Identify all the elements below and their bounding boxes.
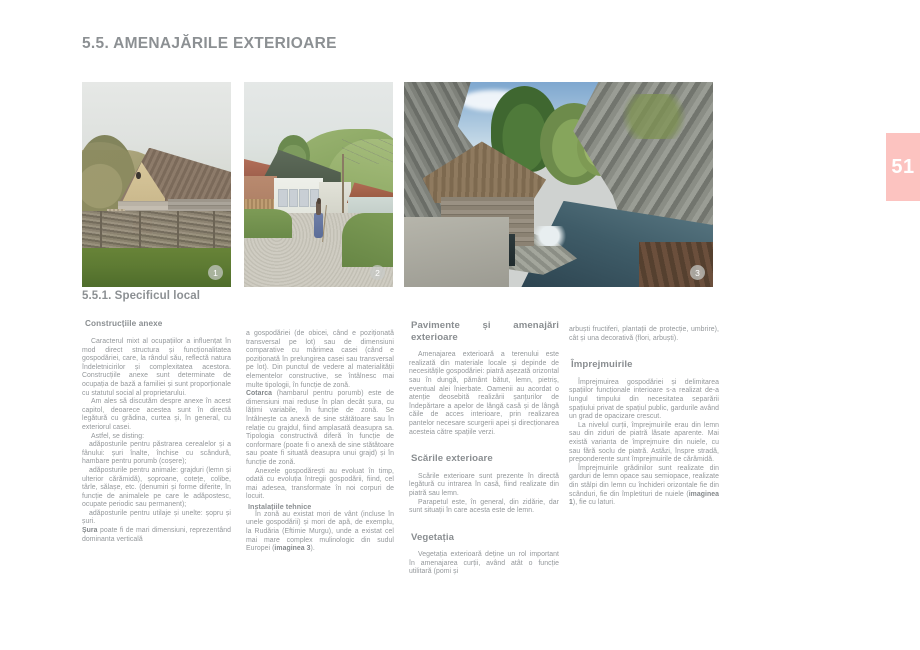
subsection-title-vegetatia: Vegetația [411, 531, 455, 543]
paragraph: Amenajarea exterioară a terenului este realizată din materiale locale și depinde de necesitățile gospodăriei: piatră așezată orizontal sau în dungă, pământ bătut, lemn, pietriș, eventual alei înierbate. Oamenii au acordat o atenție deosebită realizării șanțurilor de îndepărtare a apelor de lângă casă și de lângă căile de acces interioare, prin realizarea pantelor necesare scurgerii apei și direcționarea acesteia către spațiile verzi. [409, 351, 559, 436]
figure-badge-1: 1 [208, 265, 223, 280]
list-item: ▪ adăposturile pentru utilaje și unelte: șopru și șuri. [82, 510, 231, 527]
figure-image-1[interactable] [82, 82, 231, 287]
paragraph: arbuști fructiferi, plantații de protecție, umbrire), cât și una decorativă (flori, arbuști). [569, 326, 719, 342]
watermill-gorge-photo-scene [404, 82, 713, 287]
paragraph: La nivelul curții, împrejmuirile erau din lemn sau din ziduri de piatră lăsate aparente. Mai există varianta de împrejmuire din nuiele, cu sau fără soclu de piatră. Astăzi, înspre stradă, preponderente sunt împrejmuirile de cărămidă. [569, 421, 719, 464]
subsection-title-imprejmuirile: Împrejmuirile [571, 359, 633, 371]
paragraph [246, 511, 394, 554]
page-title: 5.5. AMENAJĂRILE EXTERIOARE [82, 35, 337, 52]
figure-reference-3: imaginea 3 [274, 545, 311, 553]
figure-badge-2: 2 [370, 265, 385, 280]
term-sura: Șura [82, 527, 98, 535]
paragraph [82, 527, 231, 544]
figure-image-3[interactable] [404, 82, 713, 287]
paragraph: Caracterul mixt al ocupațiilor a influențat în mod direct structura și funcționalitatea gospodăriei, care, la rândul său, reflectă natura îndeletnicirilor și complexitatea acestora. Construcțiile anexe sunt determinate de ocupația de bază a familiei și sunt proporționale cu statutul social al proprietarului. [82, 338, 231, 397]
subsection-title-scarile-exterioare: Scările exterioare [411, 453, 493, 465]
paragraph: Împrejmuirea gospodăriei și delimitarea spațiilor funcționale interioare s-a realizat de-a lungul timpului din necesitatea separării spațiului privat de spațiul public, gardurile având un grad de opacizare crescut. [569, 378, 719, 421]
list-item: ▪ adăposturile pentru animale: grajduri (lemn și ulterior cărămidă), șoproane, cotețe, colibe, târle, sălașe, etc. (denumiri și forme diferite, în funcție de animalele pe care le adăpostesc, ocupate periodic sau permanent); [82, 467, 231, 510]
paragraph-text: poate fi de mari dimensiuni, reprezentând dominanta verticală [82, 527, 231, 543]
page-number-badge [886, 133, 920, 201]
figure-reference-1: imaginea 1 [569, 490, 719, 507]
paragraph-text-end: ), fie cu laturi. [572, 499, 616, 507]
subsection-title-constructiile-anexe: Construcțiile anexe [85, 319, 163, 328]
paragraph [569, 465, 719, 508]
term-cotarca: Cotarca [246, 390, 273, 398]
figure-badge-3: 3 [690, 265, 705, 280]
text-column-3 [409, 320, 559, 577]
paragraph-text: Împrejmuirile grădinilor sunt realizate din garduri de lemn opace sau semiopace, realizate din stâlpi din lemn cu închideri orizontale fie din scânduri, fie din împletituri de nuiele ( [569, 464, 719, 498]
village-street-photo-scene [244, 82, 393, 287]
paragraph: Vegetația exterioară deține un rol important în amenajarea curții, având atât o funcție utilitară (pomi și [409, 551, 559, 576]
barn-photo-scene [82, 82, 231, 287]
subsection-title-instalatiile-tehnice: Instalațiile tehnice [248, 501, 312, 511]
paragraph-text: (hambarul pentru porumb) este de dimensiuni mai reduse în plan decât șura, cu lățimi variabile, în funcție de zonă. Se întâlnește ca anexă de sine stătătoare sau în relație cu grajdul, fiind amplasată deasupra sa. Tipologia constructivă diferă în funcție de conformare (poate fi o anexă de sine stătătoare sau poate fi situată deasupra unui grajd) și în funcție de zonă. [246, 390, 394, 466]
section-title: 5.5.1. Specificul local [82, 290, 200, 302]
paragraph-text: În zonă au existat mori de vânt (incluse în unele gospodării) și mori de apă, de exemplu, la Rudăria (Eftimie Murgu), unde a existat cel mai mare complex mulinologic din sudul Europei ( [246, 510, 394, 553]
page-number: 51 [891, 155, 915, 178]
text-column-2 [246, 330, 394, 554]
paragraph: Anexele gospodărești au evoluat în timp, odată cu evoluția întregii gospodării, fiind, cel mai adesea, transformate în noi corpuri de locuit. [246, 467, 394, 501]
text-column-4 [569, 326, 719, 508]
paragraph: Parapetul este, în general, din zidărie, dar sunt situații în care acesta este de lemn. [409, 498, 559, 515]
list-item: ▪ adăposturile pentru păstrarea cerealelor și a fânului: șuri înalte, închise cu scândură, hambare pentru porumb (coșere); [82, 441, 231, 467]
paragraph: Scările exterioare sunt prezente în directă legătură cu intrarea în casă, fiind realizate din piatră sau lemn. [409, 472, 559, 497]
text-column-1 [82, 290, 231, 544]
figure-image-2[interactable] [244, 82, 393, 287]
paragraph: Am ales să discutăm despre anexe în acest capitol, deoarece acestea sunt în directă legătură cu grădina, curtea și, în general, cu exteriorul casei. [82, 398, 231, 431]
paragraph: a gospodăriei (de obicei, când e poziționată transversal pe lot) sau de dimensiuni comparative cu mărimea casei (când e poziționată în prelungirea casei sau transversal pe lot). Din punctul de vedere al materialității elementelor constructive, se întâlnesc mai multe tipologii, în funcție de zonă. [246, 330, 394, 389]
paragraph: Astfel, se disting: [91, 432, 145, 440]
subsection-title-pavimente: Pavimente și amenajări exterioare [411, 320, 559, 343]
paragraph [246, 390, 394, 467]
paragraph-text-end: ). [310, 545, 315, 553]
